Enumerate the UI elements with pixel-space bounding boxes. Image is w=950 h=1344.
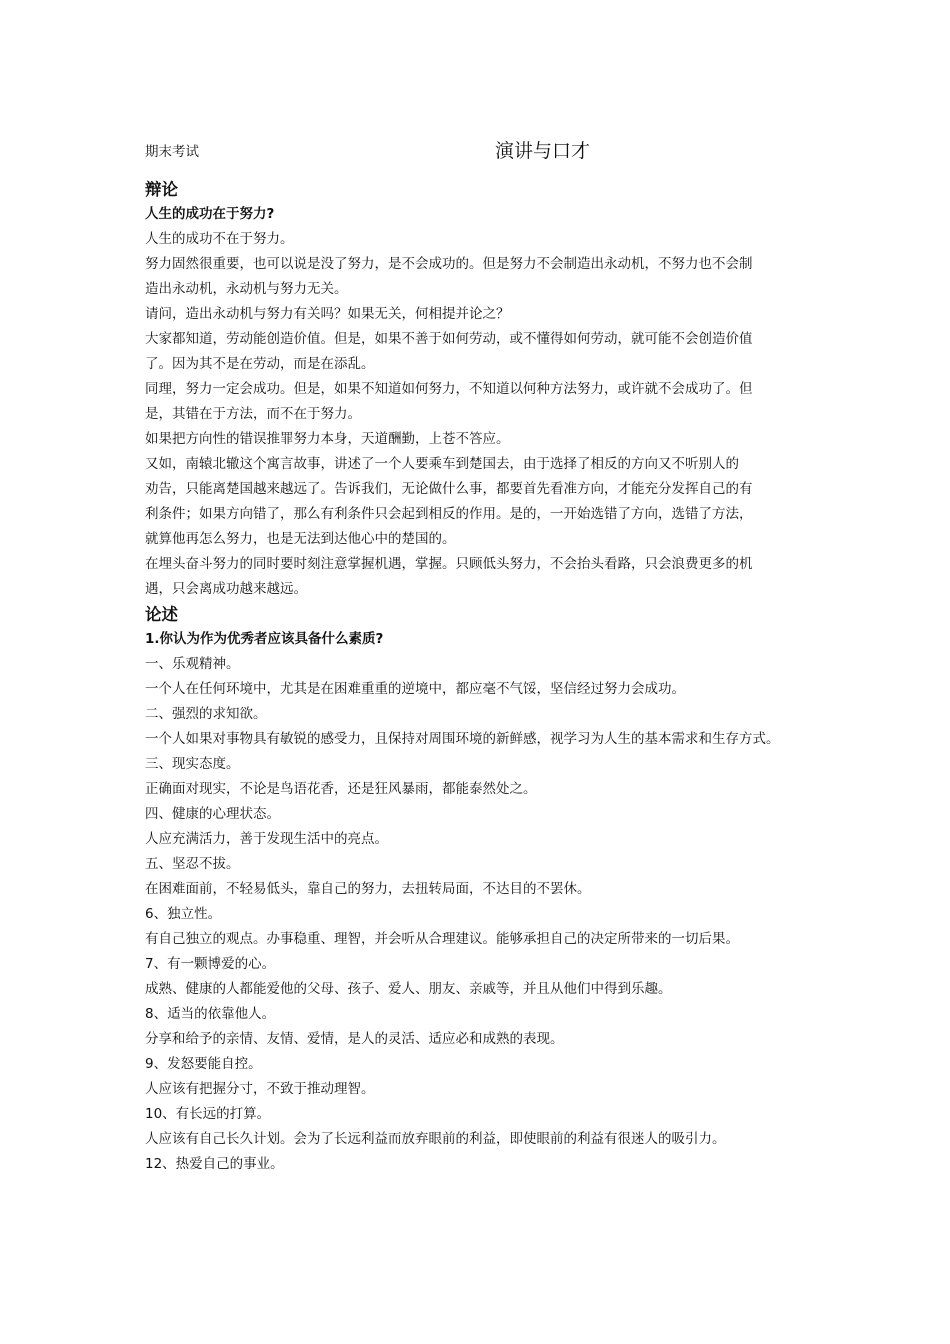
list-item-title: 12、热爱自己的事业。 [145,1156,284,1172]
list-item-title: 三、现实态度。 [145,756,240,772]
paragraph-line: 在埋头奋斗努力的同时要时刻注意掌握机遇，掌握。只顾低头努力，不会抬头看路，只会浪费更多的机 [145,556,753,572]
paragraph-line: 劝告，只能离楚国越来越远了。告诉我们，无论做什么事，都要首先看准方向，才能充分发挥自己的有 [145,481,753,497]
paragraph-line: 又如，南辕北辙这个寓言故事，讲述了一个人要乘车到楚国去，由于选择了相反的方向又不听别人的 [145,456,739,472]
essay-question: 1.你认为作为优秀者应该具备什么素质? [145,631,384,647]
paragraph-line: 是，其错在于方法，而不在于努力。 [145,406,361,422]
list-item-title: 二、强烈的求知欲。 [145,706,267,722]
document-title: 演讲与口才 [495,140,591,162]
paragraph-line: 就算他再怎么努力，也是无法到达他心中的楚国的。 [145,531,456,547]
paragraph-line: 同理，努力一定会成功。但是，如果不知道如何努力，不知道以何种方法努力，或许就不会成功了。但 [145,381,753,397]
paragraph-line: 努力固然很重要，也可以说是没了努力，是不会成功的。但是努力不会制造出永动机，不努力也不会制 [145,256,753,272]
exam-label: 期末考试 [145,144,199,160]
paragraph-line: 了。因为其不是在劳动，而是在添乱。 [145,356,375,372]
list-item-text: 一个人如果对事物具有敏锐的感受力，且保持对周围环境的新鲜感，视学习为人生的基本需求和生存方式。 [145,731,780,747]
list-item-text: 正确面对现实，不论是鸟语花香，还是狂风暴雨，都能泰然处之。 [145,781,537,797]
debate-heading: 辩论 [145,180,178,199]
list-item-title: 五、坚忍不拔。 [145,856,240,872]
essay-heading: 论述 [145,605,178,624]
paragraph-line: 遇，只会离成功越来越远。 [145,581,307,597]
list-item-text: 一个人在任何环境中，尤其是在困难重重的逆境中，都应毫不气馁，坚信经过努力会成功。 [145,681,685,697]
paragraph-line: 如果把方向性的错误推罪努力本身，天道酬勤，上苍不答应。 [145,431,510,447]
list-item-title: 四、健康的心理状态。 [145,806,280,822]
list-item-text: 在困难面前，不轻易低头，靠自己的努力，去扭转局面，不达目的不罢休。 [145,881,591,897]
list-item-text: 成熟、健康的人都能爱他的父母、孩子、爱人、朋友、亲戚等，并且从他们中得到乐趣。 [145,981,672,997]
document-body [145,177,825,1177]
paragraph-line: 人生的成功不在于努力。 [145,231,294,247]
list-item-title: 10、有长远的打算。 [145,1106,271,1122]
paragraph-line: 请问，造出永动机与努力有关吗？如果无关，何相提并论之？ [145,306,510,322]
list-item-title: 9、发怒要能自控。 [145,1056,262,1072]
list-item-title: 一、乐观精神。 [145,656,240,672]
list-item-text: 分享和给予的亲情、友情、爱情，是人的灵活、适应必和成熟的表现。 [145,1031,564,1047]
list-item-title: 6、独立性。 [145,906,222,922]
list-item-text: 有自己独立的观点。办事稳重、理智，并会听从合理建议。能够承担自己的决定所带来的一切后果。 [145,931,739,947]
list-item-text: 人应该有把握分寸，不致于推动理智。 [145,1081,375,1097]
debate-question: 人生的成功在于努力? [145,206,275,222]
list-item-text: 人应该有自己长久计划。会为了长远利益而放弃眼前的利益，即使眼前的利益有很迷人的吸引力。 [145,1131,726,1147]
paragraph-line: 大家都知道，劳动能创造价值。但是，如果不善于如何劳动，或不懂得如何劳动，就可能不会创造价值 [145,331,753,347]
list-item-text: 人应充满活力，善于发现生活中的亮点。 [145,831,388,847]
list-item-title: 8、适当的依靠他人。 [145,1006,276,1022]
paragraph-line: 利条件；如果方向错了，那么有利条件只会起到相反的作用。是的，一开始选错了方向，选错了方法， [145,506,753,522]
list-item-title: 7、有一颗博爱的心。 [145,956,276,972]
paragraph-line: 造出永动机，永动机与努力无关。 [145,281,348,297]
